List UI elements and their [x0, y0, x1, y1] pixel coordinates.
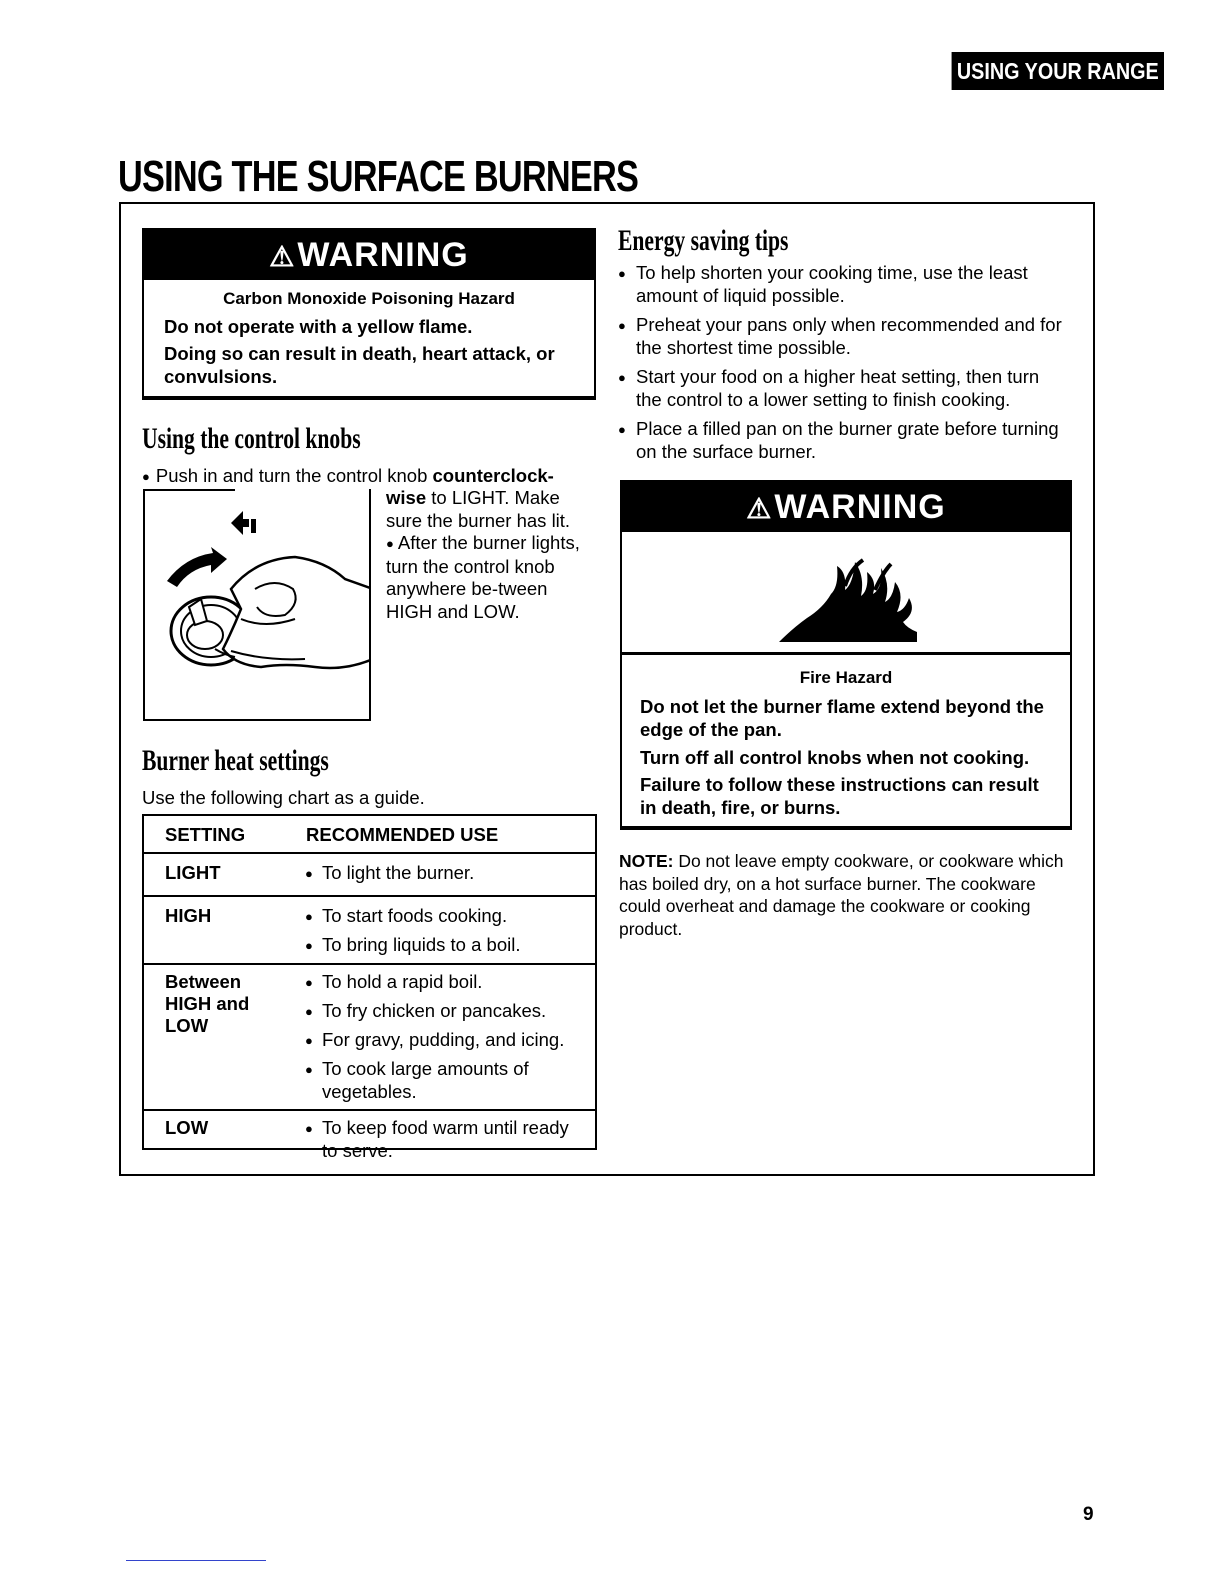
bullet-icon: ●	[142, 469, 150, 484]
warning-line: Do not let the burner flame extend beyond the edge of the pan.	[640, 696, 1044, 740]
warning-line: Do not operate with a yellow flame.	[164, 316, 473, 337]
knob-hand-drawing	[145, 489, 371, 721]
warning-hazard: Carbon Monoxide Poisoning Hazard	[223, 289, 515, 308]
warning-header	[622, 482, 1070, 532]
control-knobs-wrap-text: wise to LIGHT. Make sure the burner has lit.	[386, 487, 571, 531]
table-row: Between HIGH and LOW ● To hold a rapid boil. ● To fry chicken or pancakes. ● For gravy, pudding, and icing. ● To cook large amounts of vegetables.	[144, 964, 595, 1110]
note-label: NOTE:	[619, 851, 674, 871]
note-text: Do not leave empty cookware, or cookware which has boiled dry, on a hot surface burner. The cookware could overheat and damage the cookware or cooking product.	[619, 851, 1064, 939]
page-number: 9	[1083, 1504, 1094, 1525]
table-row: HIGH ● To start foods cooking. ● To bring liquids to a boil.	[144, 896, 595, 964]
fire-icon-panel	[622, 532, 1070, 655]
heat-settings-heading: Burner heat settings	[142, 744, 329, 777]
col-use: RECOMMENDED USE	[306, 824, 499, 845]
energy-tips-heading: Energy saving tips	[618, 224, 789, 257]
note-paragraph	[619, 850, 1079, 940]
warning-hazard: Fire Hazard	[799, 668, 893, 687]
table-header	[144, 816, 595, 852]
page-title: USING THE SURFACE BURNERS	[118, 152, 639, 201]
warning-line: Failure to follow these instructions can result in death, fire, or burns.	[640, 774, 1039, 818]
list-item: ● To help shorten your cooking time, use the least amount of liquid possible.	[618, 262, 1068, 307]
energy-tips-list	[618, 262, 1068, 470]
warning-heading: WARNING	[297, 236, 469, 274]
list-item: ● Place a filled pan on the burner grate before turning on the surface burner.	[618, 418, 1068, 463]
control-knobs-bullet-2: ● After the burner lights, turn the control knob anywhere be-tween HIGH and LOW.	[386, 532, 580, 622]
warning-box-carbon-monoxide	[142, 228, 596, 400]
fire-icon	[767, 532, 927, 652]
list-item: ● Start your food on a higher heat setting, then turn the control to a lower setting to finish cooking.	[618, 366, 1068, 411]
warning-triangle-icon: ⚠	[746, 493, 773, 524]
section-tag: USING YOUR RANGE	[952, 52, 1164, 90]
bullet-icon: ●	[386, 536, 394, 551]
warning-triangle-icon: ⚠	[269, 241, 296, 272]
control-knobs-heading: Using the control knobs	[142, 422, 361, 455]
warning-header	[144, 230, 594, 280]
list-item: ● Preheat your pans only when recommended and for the shortest time possible.	[618, 314, 1068, 359]
warning-heading: WARNING	[774, 488, 946, 526]
warning-box-fire	[620, 480, 1072, 830]
col-setting: SETTING	[165, 824, 246, 845]
warning-line: Doing so can result in death, heart attack, or convulsions.	[164, 343, 555, 387]
control-knob-illustration	[143, 489, 371, 721]
footer-rule	[126, 1560, 266, 1561]
table-row: LIGHT ● To light the burner.	[144, 853, 595, 896]
table-row: LOW ● To keep food warm until ready to serve.	[144, 1110, 595, 1168]
warning-line: Turn off all control knobs when not cooking.	[640, 747, 1030, 768]
control-knobs-lead: ● Push in and turn the control knob counterclock-	[142, 465, 554, 486]
heat-settings-intro: Use the following chart as a guide.	[142, 787, 425, 808]
heat-settings-table	[142, 814, 597, 1161]
